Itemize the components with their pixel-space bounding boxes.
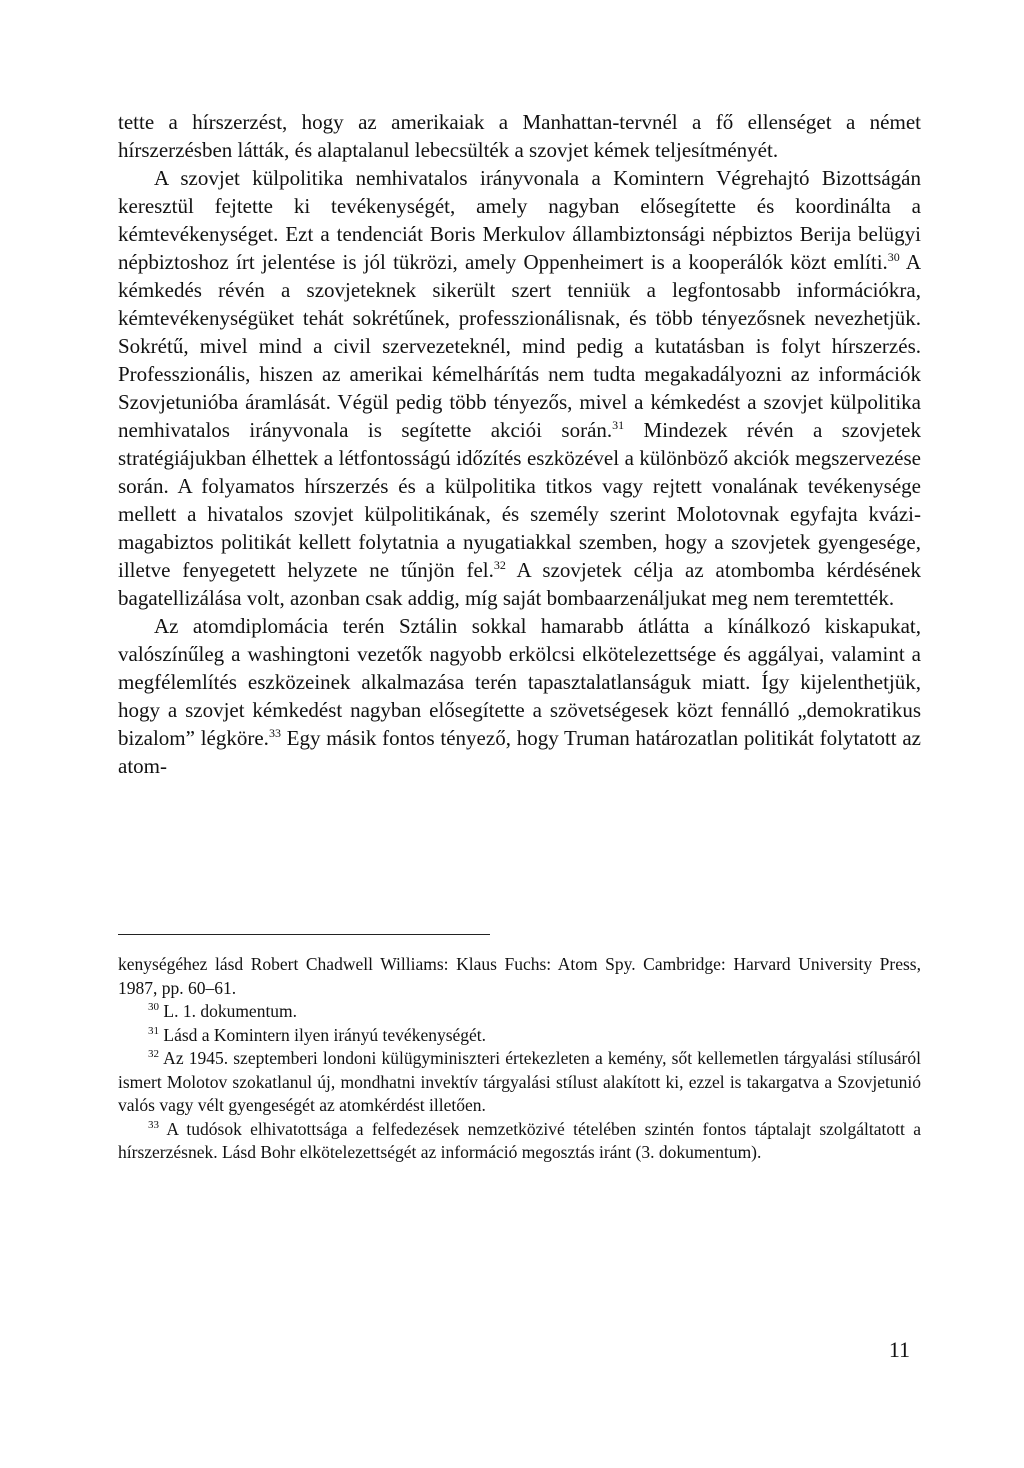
paragraph-1: [118, 108, 921, 164]
paragraph-2-text-a: A szovjet külpolitika nemhivatalos irányvonala a Komintern Végrehajtó Bizottságán keresztül fejtette ki tevékenységét, amely nagyban elősegítette és koordinálta a kémtevékenységet. Ezt a tendenciát Boris Merkulov állambiztonsági népbiztos Berija belügyi népbiztoshoz írt jelentése is jól tükrözi, amely Oppenheimert is a kooperálók közt említi.: [118, 166, 921, 274]
footnote-continuation: kenységéhez lásd Robert Chadwell Williams: Klaus Fuchs: Atom Spy. Cambridge: Harvard University Press, 1987, pp. 60–61.: [118, 954, 921, 998]
footnote-divider: [118, 934, 490, 935]
footnote-text: Az 1945. szeptemberi londoni külügyminiszteri értekezleten a kemény, sőt kellemetlen tárgyalási stílusáról ismert Molotov szokatlanul új, mondhatni invektív tárgyalási stílust alakított ki, ezzel is takargatva a Szovjetunió valós vagy vélt gyengeségét az atomkérdést illetően.: [118, 1048, 921, 1115]
footnote-30: [118, 1000, 921, 1024]
footnotes: [118, 953, 921, 1165]
footnote-number: 30: [148, 1001, 159, 1013]
paragraph-2-text-c: Mindezek révén a szovjetek stratégiájukban élhettek a létfontosságú időzítés eszközével a különböző akciók megszervezése során. A folyamatos hírszerzés és a külpolitika titkos vagy rejtett vonalának tevékenysége mellett a hivatalos szovjet külpolitikának, és személy szerint Molotovnak egyfajta kvázi-magabiztos politikát kellett folytatnia a nyugatiakkal szemben, hogy a szovjetek gyengesége, illetve fenyegetett helyzete ne tűnjön fel.: [118, 418, 922, 582]
main-text: [118, 108, 921, 780]
footnote-number: 32: [148, 1048, 159, 1060]
footnote-number: 33: [148, 1118, 159, 1131]
paragraph-3: [118, 612, 921, 780]
footnote-ref-30[interactable]: 30: [887, 250, 900, 264]
paragraph-2: [118, 164, 921, 612]
paragraph-2-text-d: A szovjetek célja az atombomba kérdésének bagatellizálása volt, azonban csak addig, míg saját bombaarzenáljukat meg nem teremtették.: [118, 558, 921, 610]
paragraph-3-text-b: Egy másik fontos tényező, hogy Truman határozatlan politikát folytatott az atom-: [118, 726, 921, 778]
footnote-31: [118, 1024, 921, 1048]
footnote-number: 31: [148, 1024, 159, 1037]
footnote-ref-31[interactable]: 31: [612, 418, 625, 432]
footnote-ref-33[interactable]: 33: [268, 726, 281, 740]
paragraph-1-text: tette a hírszerzést, hogy az amerikaiak a Manhattan-tervnél a fő ellenséget a német hírszerzésben látták, és alaptalanul lebecsülték a szovjet kémek teljesítményét.: [118, 110, 921, 162]
paragraph-3-text-a: Az atomdiplomácia terén Sztálin sokkal hamarabb átlátta a kínálkozó kiskapukat, valószínűleg a washingtoni vezetők nagyobb erkölcsi elkötelezettsége és aggályai, valamint a megfélemlítés eszközeinek alkalmazása terén tapasztalatlanságuk miatt. Így kijelenthetjük, hogy a szovjet kémkedést nagyban elősegítette a szövetségesek közt fennálló „demokratikus bizalom” légköre.: [118, 614, 921, 750]
footnote-text: A tudósok elhivatottsága a felfedezések nemzetközivé tételében szintén fontos táptalajt szolgáltatott a hírszerzésnek. Lásd Bohr elkötelezettségét az információ megosztás iránt (3. dokumentum).: [118, 1118, 921, 1162]
paragraph-2-text-b: A kémkedés révén a szovjeteknek sikerült szert tenniük a legfontosabb információkra, kémtevékenységüket tehát sokrétűnek, professzionálisnak, és több tényezősnek nevezhetjük. Sokrétű, mivel mind a civil szervezeteknél, mind pedig a kutatásban is folyt hírszerzés. Professzionális, hiszen az amerikai kémelhárítás nem tudta megakadályozni az információk Szovjetunióba áramlását. Végül pedig több tényezős, mivel a kémkedést a szovjet külpolitika nemhivatalos irányvonala is segítette akciói során.: [118, 250, 921, 442]
footnote-text: Lásd a Komintern ilyen irányú tevékenységét.: [159, 1024, 487, 1045]
footnote-32: [118, 1047, 921, 1118]
page-number: 11: [888, 1337, 910, 1362]
footnote-ref-32[interactable]: 32: [493, 558, 506, 572]
footnote-33: [118, 1118, 921, 1165]
footnote-text: L. 1. dokumentum.: [159, 1001, 298, 1021]
